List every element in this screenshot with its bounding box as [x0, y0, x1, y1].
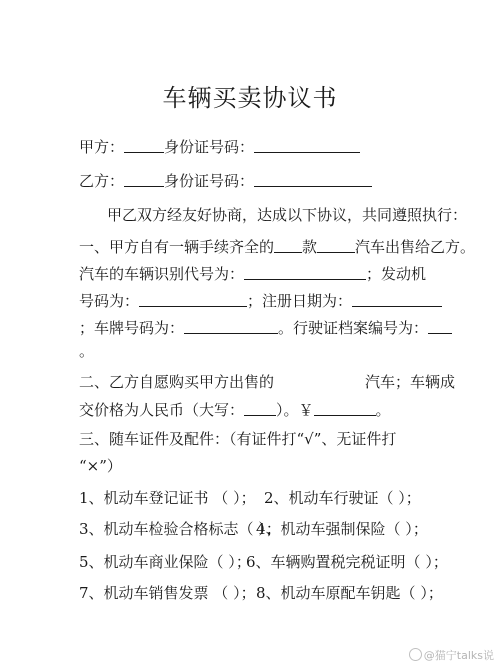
clause2-text: 汽车；车辆成	[365, 373, 456, 391]
clause2-line2	[79, 400, 391, 419]
plate-number-blank	[184, 318, 278, 334]
checklist-item-1: 1、机动车登记证书 （ ）；	[79, 489, 256, 507]
checklist-item-8: 8、机动车原配车钥匙（ ）；	[256, 584, 443, 602]
clause1-line2	[79, 264, 426, 283]
party-b-name-blank	[124, 171, 164, 187]
clause1-text: ；发动机	[366, 265, 427, 283]
clause2-text: 交价格为人民币（大写：	[79, 401, 245, 419]
license-file-number-blank	[428, 318, 452, 334]
clause1-text: 。行驶证档案编号为：	[278, 319, 429, 337]
watermark-logo-icon	[409, 648, 422, 661]
watermark-text: @猫宁talks说	[423, 649, 494, 662]
party-b-line	[79, 171, 372, 190]
price-in-figures-blank	[314, 400, 376, 416]
clause1-text: ；注册日期为：	[247, 292, 353, 310]
clause3-line2: “×”）	[79, 457, 122, 475]
intro-text: 甲乙双方经友好协商，达成以下协议，共同遵照执行：	[107, 206, 468, 224]
party-a-line	[79, 137, 360, 156]
watermark	[409, 647, 494, 663]
price-in-words-blank	[244, 400, 276, 416]
registration-date-blank	[352, 291, 442, 307]
vin-blank	[244, 264, 366, 280]
party-a-id-label: 身份证号码：	[164, 138, 255, 156]
clause1-text: 号码为：	[79, 292, 140, 310]
checklist-item-7: 7、机动车销售发票 （ ）；	[79, 584, 256, 602]
car-brand-blank	[317, 237, 355, 253]
checklist-item-6: 6、车辆购置税完税证明（ ）；	[246, 553, 448, 571]
checklist-item-2: 2、机动车行驶证（ ）；	[264, 489, 421, 507]
clause1-line1	[79, 237, 475, 256]
checklist-item-3: 3、机动车检验合格标志（ ）；	[79, 520, 281, 538]
party-b-id-label: 身份证号码：	[164, 172, 255, 190]
clause1-text: 一、甲方自有一辆手续齐全的	[79, 238, 275, 256]
clause2-text: ）。￥	[276, 401, 314, 419]
checklist-item-5: 5、机动车商业保险（ ）；	[79, 553, 251, 571]
clause1-text: 汽车出售给乙方。	[355, 238, 476, 256]
party-a-name-blank	[124, 137, 164, 153]
clause1-text: 款	[302, 238, 318, 256]
engine-number-blank	[139, 291, 247, 307]
clause1-line5: 。	[79, 342, 95, 360]
checklist-item-4: 4、机动车强制保险（ ）；	[256, 520, 428, 538]
party-b-id-blank	[254, 171, 372, 187]
model-blank	[274, 237, 302, 253]
clause2-text: 。	[375, 401, 391, 419]
clause2-line1	[79, 373, 455, 391]
clause1-text: ；车牌号码为：	[79, 319, 185, 337]
party-a-label: 甲方：	[79, 138, 125, 156]
clause1-text: 汽车的车辆识别代号为：	[79, 265, 245, 283]
clause3-line1: 三、随车证件及配件：（有证件打“√”、无证件打	[79, 430, 397, 448]
document-title: 车辆买卖协议书	[162, 84, 338, 112]
party-b-label: 乙方：	[79, 172, 125, 190]
party-a-id-blank	[254, 137, 360, 153]
clause2-text: 二、乙方自愿购买甲方出售的	[79, 373, 275, 391]
clause1-line3	[79, 291, 442, 310]
clause1-line4	[79, 318, 452, 337]
